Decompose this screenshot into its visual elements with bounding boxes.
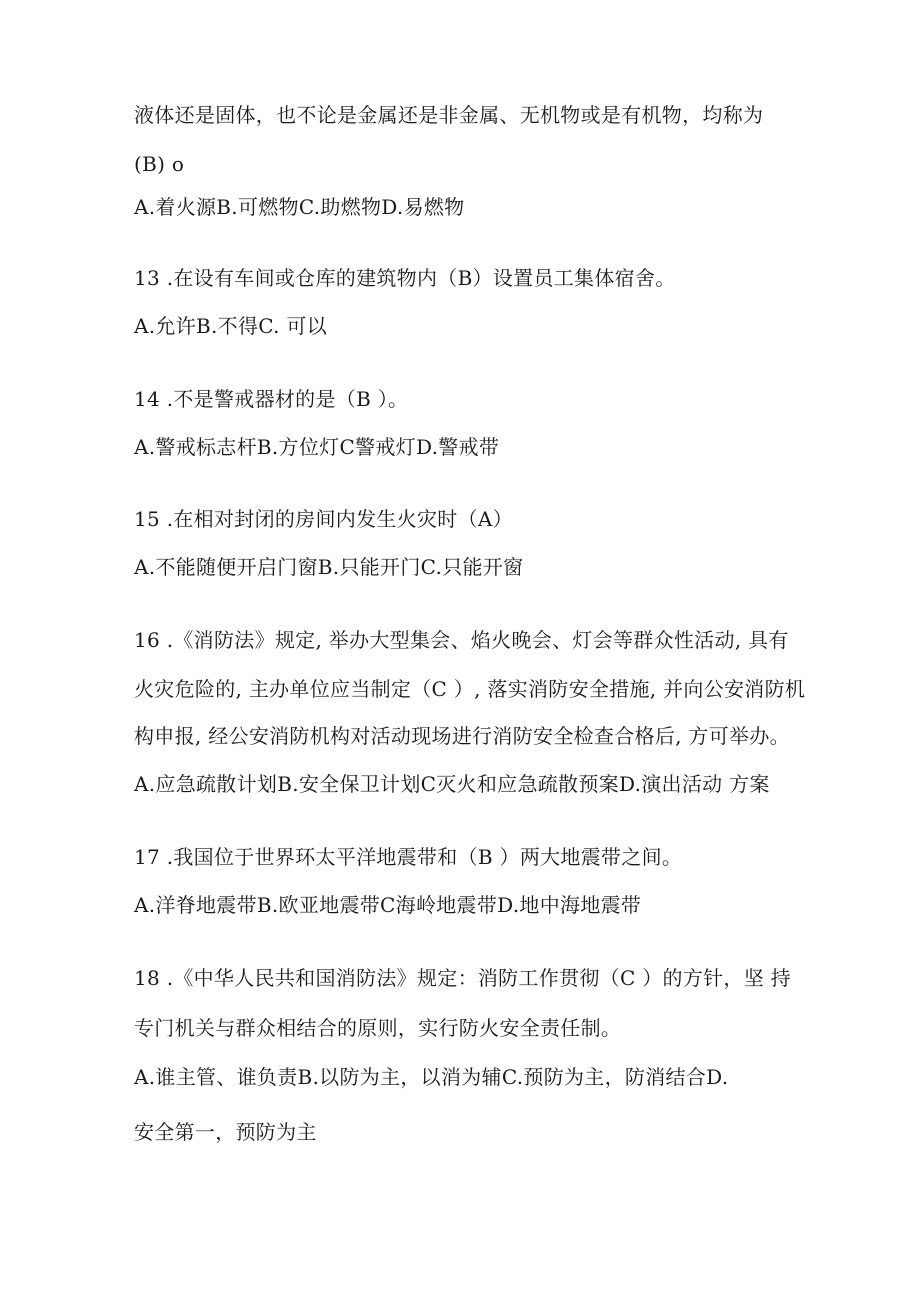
question-14-options: A.警戒标志杆B.方位灯C警戒灯D.警戒带 [134,435,500,459]
question-12-options: A.着火源B.可燃物C.助燃物D.易燃物 [134,195,465,219]
question-16-text-line-1: 16 .《消防法》规定, 举办大型集会、焰火晚会、灯会等群众性活动, 具有 [134,628,789,652]
question-16-options: A.应急疏散计划B.安全保卫计划C灭火和应急疏散预案D.演出活动 方案 [134,772,770,796]
question-18-options-line-2: 安全第一，预防为主 [134,1120,317,1144]
question-14-text: 14 .不是警戒器材的是（B ）。 [134,387,409,411]
question-18-text-line-1: 18 .《中华人民共和国消防法》规定：消防工作贯彻（C ）的方针，坚 持 [134,966,791,990]
question-17-options: A.洋脊地震带B.欧亚地震带C海岭地震带D.地中海地震带 [134,893,642,917]
question-17-text: 17 .我国位于世界环太平洋地震带和（B ）两大地震带之间。 [134,845,683,869]
question-13-text: 13 .在设有车间或仓库的建筑物内（B）设置员工集体宿舍。 [134,266,676,290]
question-13-options: A.允许B.不得C. 可以 [134,314,328,338]
question-18-options-line-1: A.谁主管、谁负责B.以防为主，以消为辅C.预防为主，防消结合D. [134,1065,729,1089]
question-15-text: 15 .在相对封闭的房间内发生火灾时（A） [134,507,513,531]
question-16-text-line-2: 火灾危险的, 主办单位应当制定（C ）, 落实消防安全措施, 并向公安消防机 [134,677,806,701]
question-12-answer: (B) o [134,152,185,176]
question-18-text-line-2: 专门机关与群众相结合的原则，实行防火安全责任制。 [134,1016,622,1040]
question-16-text-line-3: 构申报, 经公安消防机构对活动现场进行消防安全检查合格后, 方可举办。 [134,724,790,748]
question-15-options: A.不能随便开启门窗B.只能开门C.只能开窗 [134,555,524,579]
question-12-text-continued: 液体还是固体，也不论是金属还是非金属、无机物或是有机物，均称为 [134,103,764,127]
